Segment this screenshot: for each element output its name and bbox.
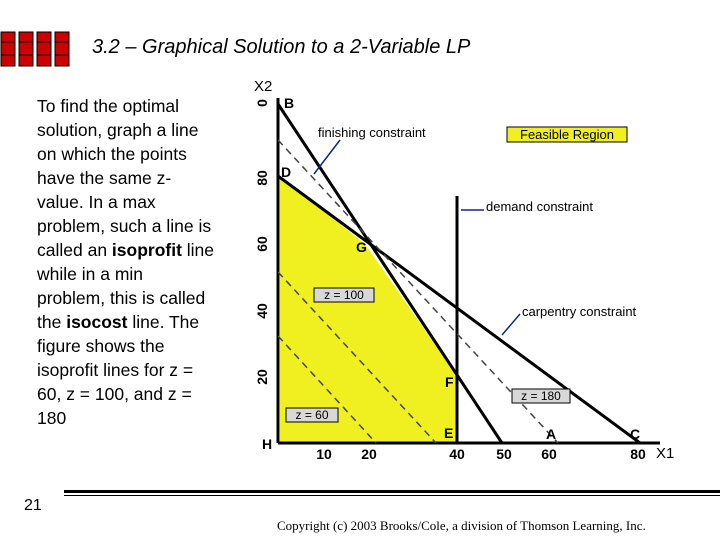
- point-label-g: G: [356, 239, 367, 255]
- y-tick-zero: 0: [254, 99, 270, 107]
- body-text-part-3: line. The figure shows the isoprofit lines for z = 60, z = 100, and z = 180: [37, 312, 200, 428]
- isocost-term: isocost: [66, 312, 128, 332]
- y-tick-label: 60: [254, 236, 270, 252]
- y-axis-label: X2: [254, 78, 273, 95]
- x-tick-label: 50: [496, 446, 512, 462]
- z100-label: z = 100: [324, 288, 364, 302]
- copyright-notice: Copyright (c) 2003 Brooks/Cole, a division of Thomson Learning, Inc.: [277, 518, 646, 533]
- x-tick-label: 80: [630, 446, 646, 462]
- point-label-d: D: [281, 164, 292, 180]
- z60-label: z = 60: [295, 408, 329, 422]
- x-tick-label: 40: [449, 446, 465, 462]
- finishing-constraint-label: finishing constraint: [318, 125, 426, 140]
- slide-number: 21: [24, 497, 42, 514]
- y-tick-label: 80: [254, 170, 270, 186]
- x-tick-label: 10: [316, 446, 332, 462]
- logo-bars: [0, 30, 76, 68]
- point-label-a: A: [546, 426, 557, 442]
- carpentry-constraint-label: carpentry constraint: [522, 304, 637, 319]
- x-tick-label: 20: [361, 446, 377, 462]
- carpentry-label-arrow: [502, 314, 520, 335]
- x-tick-label: 60: [541, 446, 557, 462]
- body-text-part-2: line while in a min problem, this is called the: [37, 240, 215, 332]
- point-label-e: E: [444, 425, 454, 441]
- finishing-label-arrow: [314, 140, 340, 174]
- x-axis-label: X1: [656, 445, 675, 462]
- point-label-b: B: [284, 95, 295, 111]
- lp-graph: [240, 76, 700, 476]
- point-label-f: F: [445, 374, 454, 390]
- demand-constraint-label: demand constraint: [486, 199, 593, 214]
- feasible-region: [280, 176, 457, 443]
- z180-label: z = 180: [521, 389, 561, 403]
- point-label-c: C: [630, 426, 641, 442]
- isoprofit-term: isoprofit: [111, 240, 182, 260]
- footer-rule: [64, 490, 720, 493]
- footer-rule-thin: [64, 495, 720, 496]
- feasible-region-legend: Feasible Region: [520, 127, 614, 142]
- body-text-part-1: To find the optimal solution, graph a line on which the points have the same z-value. In a max problem, such a line is called an: [37, 96, 212, 260]
- y-tick-label: 20: [254, 369, 270, 385]
- slide-title: 3.2 – Graphical Solution to a 2-Variable LP: [92, 36, 471, 58]
- y-tick-label: 40: [254, 303, 270, 319]
- body-text: [37, 94, 215, 430]
- point-label-h: H: [262, 436, 273, 452]
